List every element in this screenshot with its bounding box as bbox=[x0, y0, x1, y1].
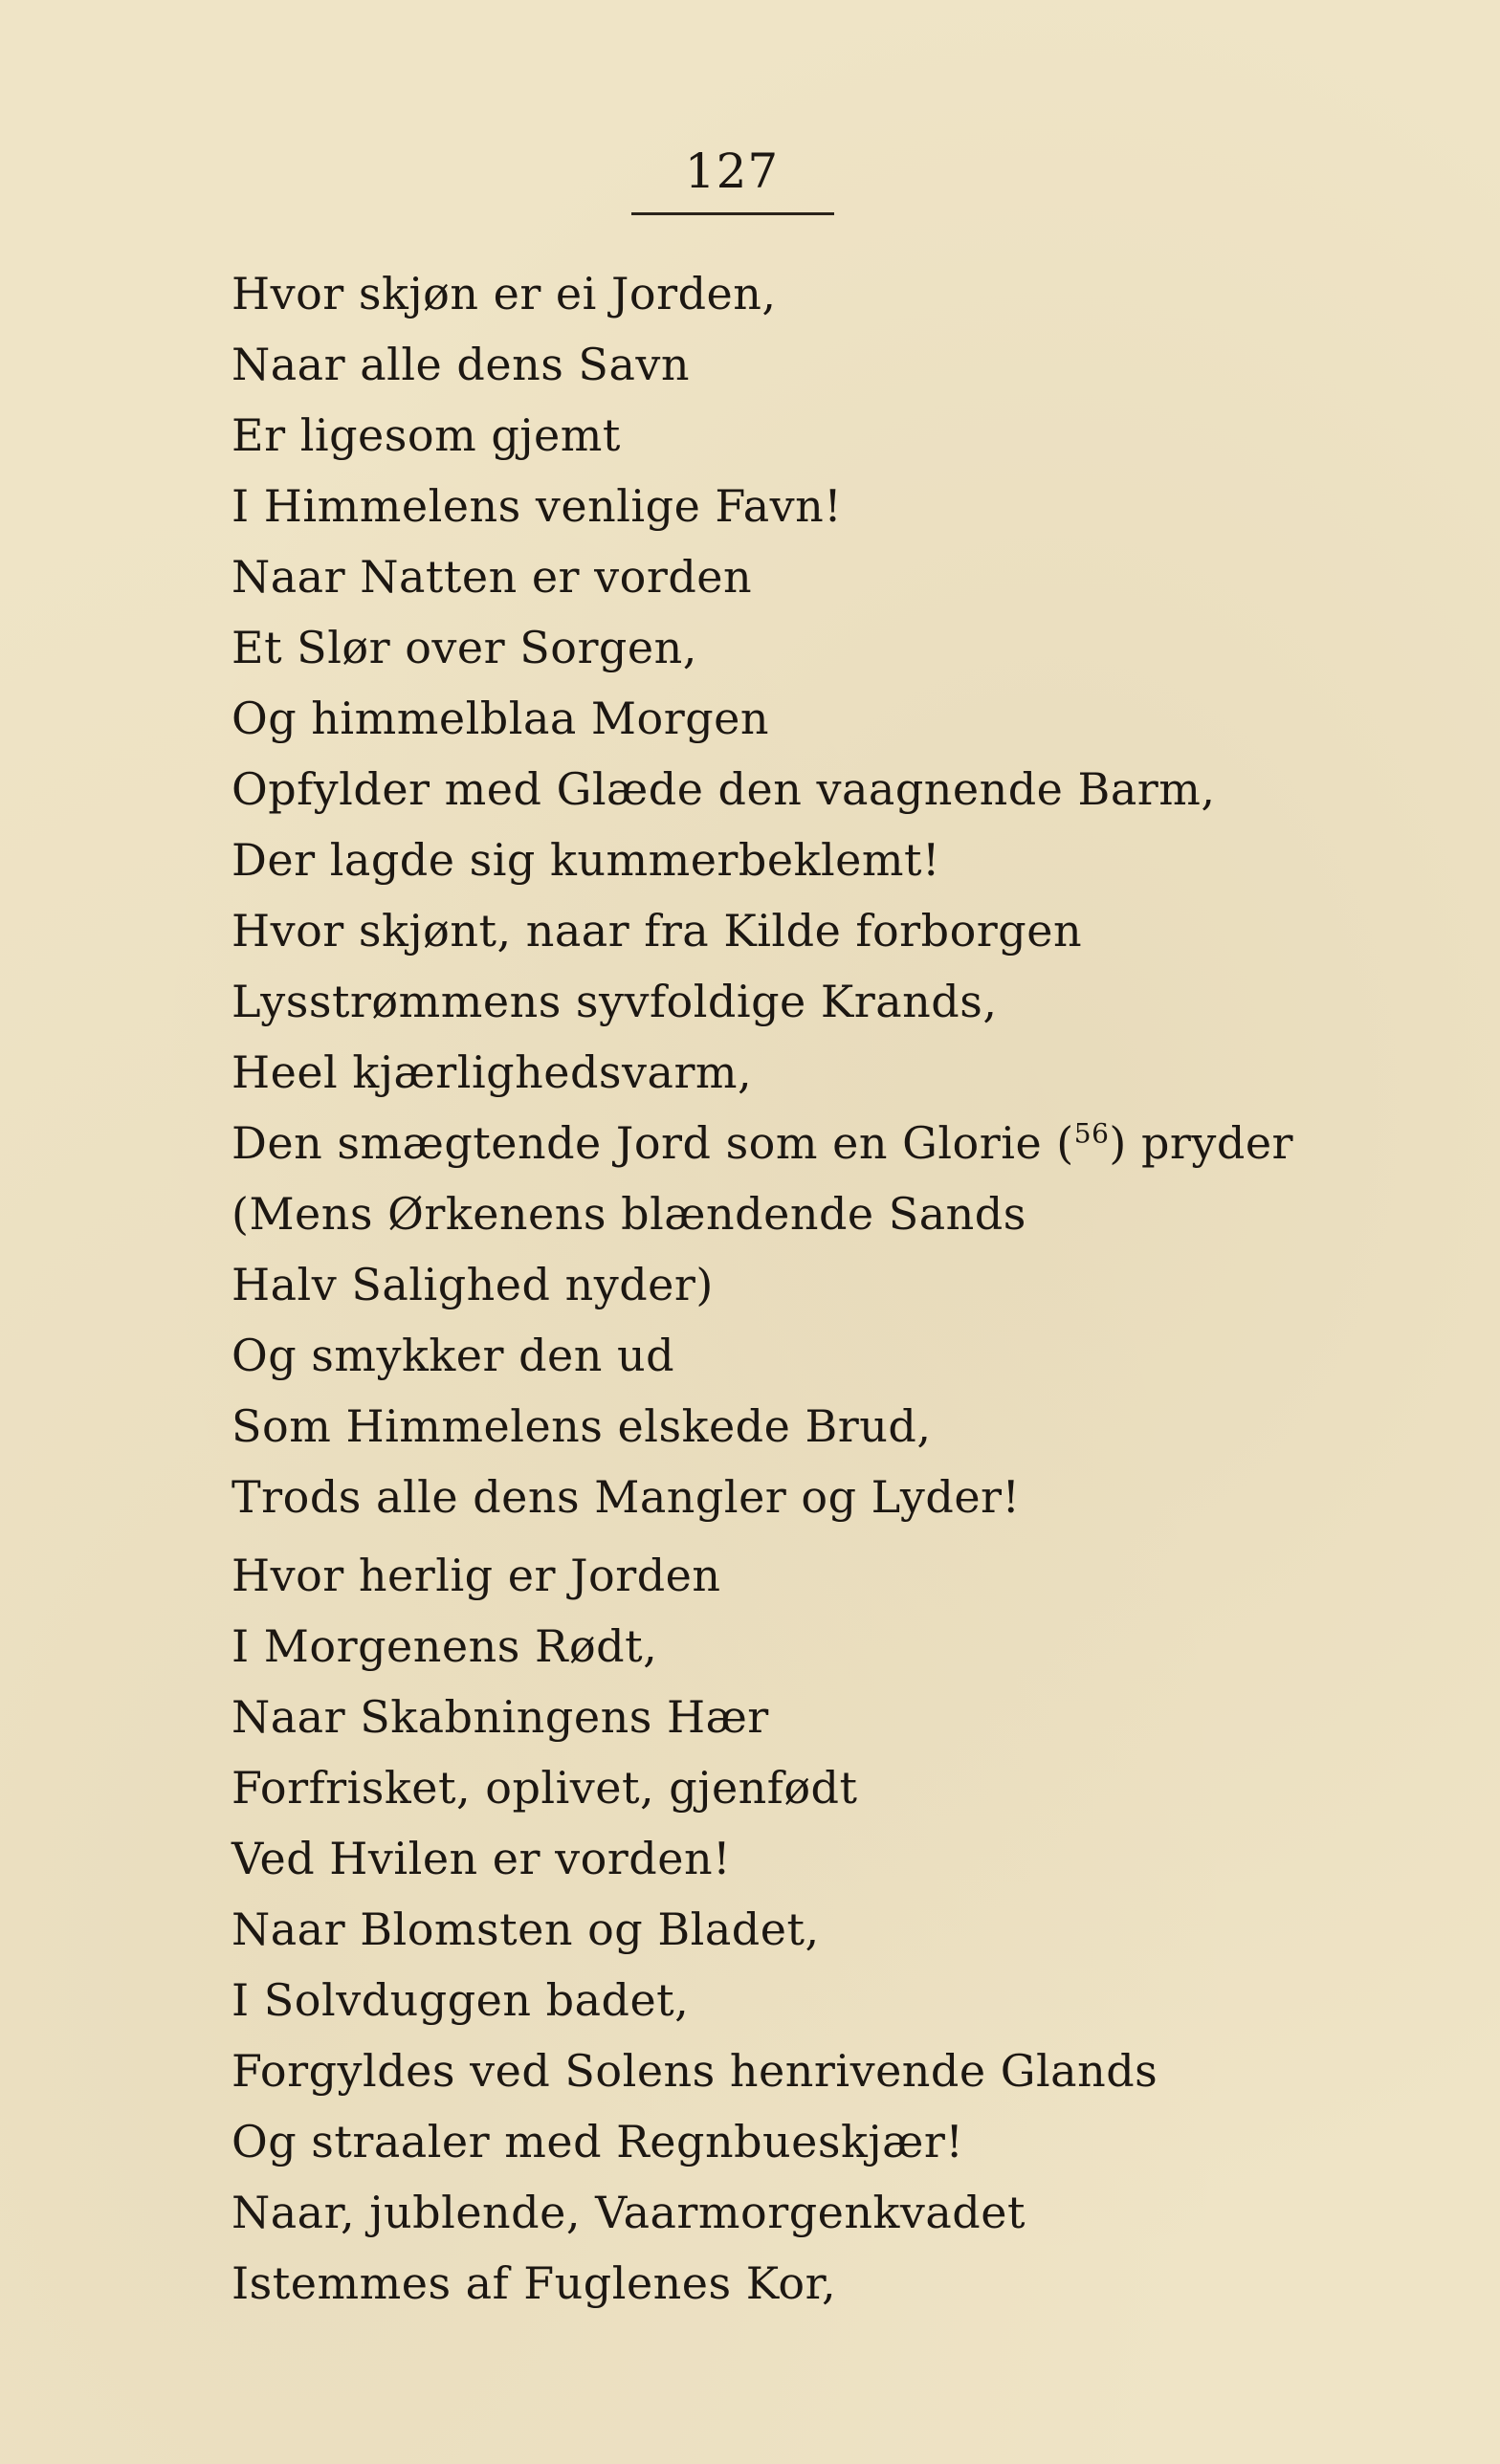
poem-line: I Himmelens venlige Favn! bbox=[232, 480, 843, 532]
poem-line: Og smykker den ud bbox=[232, 1330, 675, 1381]
page-number: 127 bbox=[684, 143, 780, 199]
poem-line: Hvor skjønt, naar fra Kilde forborgen bbox=[232, 905, 1083, 957]
poem-line-text: Den smægtende Jord som en Glorie ( bbox=[232, 1117, 1074, 1169]
poem-line: Naar, jublende, Vaarmorgenkvadet bbox=[232, 2187, 1026, 2238]
poem-line: Forgyldes ved Solens henrivende Glands bbox=[232, 2045, 1158, 2097]
poem-line: Et Slør over Sorgen, bbox=[232, 622, 697, 673]
poem-line: Naar Natten er vorden bbox=[232, 551, 753, 603]
header-rule bbox=[631, 212, 834, 215]
poem-line: Trods alle dens Mangler og Lyder! bbox=[232, 1471, 1021, 1523]
poem-line: Ved Hvilen er vorden! bbox=[232, 1833, 732, 1884]
poem-line: Som Himmelens elskede Brud, bbox=[232, 1400, 932, 1452]
poem-line: Naar alle dens Savn bbox=[232, 339, 690, 390]
poem-line: Naar Skabningens Hær bbox=[232, 1691, 769, 1743]
poem-line: Og himmelblaa Morgen bbox=[232, 693, 769, 744]
poem-line: I Morgenens Rødt, bbox=[232, 1620, 658, 1672]
poem-line: Er ligesom gjemt bbox=[232, 409, 621, 461]
poem-line: Hvor skjøn er ei Jorden, bbox=[232, 268, 777, 319]
poem-line: Hvor herlig er Jorden bbox=[232, 1550, 721, 1601]
poem-stanza-1 bbox=[232, 258, 1293, 1532]
poem-line: Naar Blomsten og Bladet, bbox=[232, 1903, 820, 1955]
poem-line: Istemmes af Fuglenes Kor, bbox=[232, 2257, 837, 2309]
poem-line: Der lagde sig kummerbeklemt! bbox=[232, 834, 940, 886]
poem-line: (Mens Ørkenens blændende Sands bbox=[232, 1188, 1026, 1240]
poem-stanza-2 bbox=[232, 1540, 1158, 2319]
poem-line-tail: ) pryder bbox=[1109, 1117, 1294, 1169]
poem-line: Opfylder med Glæde den vaagnende Barm, bbox=[232, 763, 1216, 815]
poem-line-with-footnote bbox=[232, 1108, 1293, 1178]
poem-line: Og straaler med Regnbueskjær! bbox=[232, 2116, 964, 2167]
poem-line: I Solvduggen badet, bbox=[232, 1974, 690, 2026]
poem-line: Halv Salighed nyder) bbox=[232, 1259, 714, 1310]
poem-line: Forfrisket, oplivet, gjenfødt bbox=[232, 1762, 858, 1814]
poem-line: Heel kjærlighedsvarm, bbox=[232, 1046, 753, 1098]
poem-line: Lysstrømmens syvfoldige Krands, bbox=[232, 976, 998, 1027]
footnote-reference: 56 bbox=[1073, 1117, 1110, 1150]
